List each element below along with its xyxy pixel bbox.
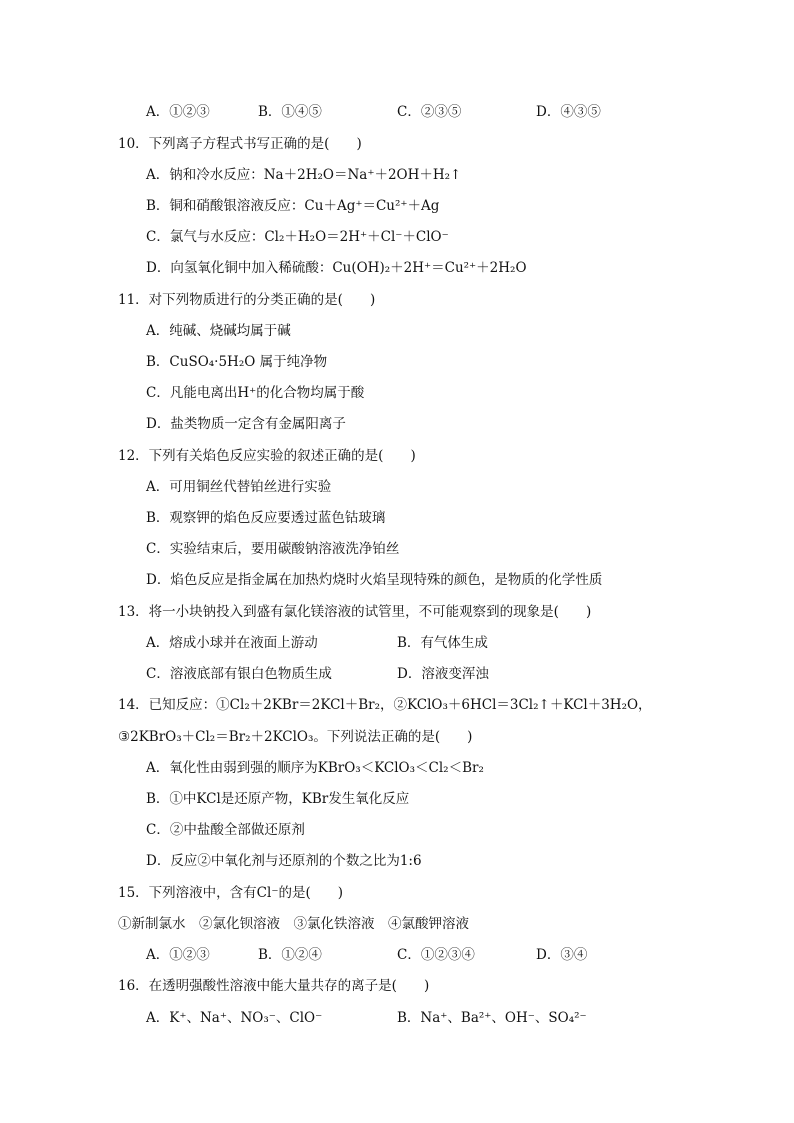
q14-option-c: C．②中盐酸全部做还原剂: [146, 822, 305, 838]
q12-stem: 12．下列有关焰色反应实验的叙述正确的是( ): [118, 448, 416, 464]
q9-option-c: C．②③⑤: [397, 104, 462, 120]
q10-option-c: C．氯气与水反应：Cl₂＋H₂O＝2H⁺＋Cl⁻＋ClO⁻: [146, 229, 449, 245]
q16-option-b: B．Na⁺、Ba²⁺、OH⁻、SO₄²⁻: [397, 1010, 587, 1026]
q11-stem: 11．对下列物质进行的分类正确的是( ): [118, 292, 376, 308]
q13-option-d: D．溶液变浑浊: [397, 666, 489, 682]
q12-option-c: C．实验结束后，要用碳酸钠溶液洗净铂丝: [146, 541, 400, 557]
q9-option-b: B．①④⑤: [258, 104, 322, 120]
q11-option-b: B．CuSO₄·5H₂O 属于纯净物: [146, 354, 328, 370]
q11-option-d: D．盐类物质一定含有金属阳离子: [146, 416, 346, 432]
q15-option-a: A．①②③: [146, 947, 210, 963]
q12-option-d: D．焰色反应是指金属在加热灼烧时火焰呈现特殊的颜色，是物质的化学性质: [146, 572, 603, 588]
q15-items: ①新制氯水 ②氯化钡溶液 ③氯化铁溶液 ④氯酸钾溶液: [118, 916, 469, 932]
q15-stem: 15．下列溶液中，含有Cl⁻的是( ): [118, 885, 343, 901]
q13-option-a: A．熔成小球并在液面上游动: [146, 635, 318, 651]
q14-stem-line1: 14．已知反应：①Cl₂＋2KBr＝2KCl＋Br₂，②KClO₃＋6HCl＝3Cl₂↑＋KCl＋3H₂O，: [118, 697, 652, 713]
q11-option-c: C．凡能电离出H⁺的化合物均属于酸: [146, 385, 365, 401]
q15-option-c: C．①②③④: [397, 947, 475, 963]
q15-option-d: D．③④: [536, 947, 588, 963]
q9-option-d: D．④③⑤: [536, 104, 601, 120]
q13-option-c: C．溶液底部有银白色物质生成: [146, 666, 332, 682]
q10-option-d: D．向氢氧化铜中加入稀硫酸：Cu(OH)₂＋2H⁺＝Cu²⁺＋2H₂O: [146, 260, 527, 276]
q10-stem: 10．下列离子方程式书写正确的是( ): [118, 136, 362, 152]
q16-stem: 16．在透明强酸性溶液中能大量共存的离子是( ): [118, 978, 430, 994]
q11-option-a: A．纯碱、烧碱均属于碱: [146, 323, 291, 339]
q16-option-a: A．K⁺、Na⁺、NO₃⁻、ClO⁻: [146, 1010, 323, 1026]
q10-option-a: A．钠和冷水反应：Na＋2H₂O＝Na⁺＋2OH＋H₂↑: [146, 167, 462, 183]
q14-option-a: A．氧化性由弱到强的顺序为KBrO₃＜KClO₃＜Cl₂＜Br₂: [146, 760, 484, 776]
q9-option-a: A．①②③: [146, 104, 210, 120]
q14-option-d: D．反应②中氧化剂与还原剂的个数之比为1:6: [146, 853, 422, 869]
q12-option-a: A．可用铜丝代替铂丝进行实验: [146, 479, 332, 495]
q13-stem: 13．将一小块钠投入到盛有氯化镁溶液的试管里，不可能观察到的现象是( ): [118, 604, 592, 620]
q14-option-b: B．①中KCl是还原产物，KBr发生氧化反应: [146, 791, 410, 807]
q12-option-b: B．观察钾的焰色反应要透过蓝色钴玻璃: [146, 510, 386, 526]
q13-option-b: B．有气体生成: [397, 635, 488, 651]
q10-option-b: B．铜和硝酸银溶液反应：Cu＋Ag⁺＝Cu²⁺＋Ag: [146, 198, 440, 214]
q14-stem-line2: ③2KBrO₃＋Cl₂＝Br₂＋2KClO₃。下列说法正确的是( ): [118, 729, 473, 745]
q15-option-b: B．①②④: [258, 947, 322, 963]
